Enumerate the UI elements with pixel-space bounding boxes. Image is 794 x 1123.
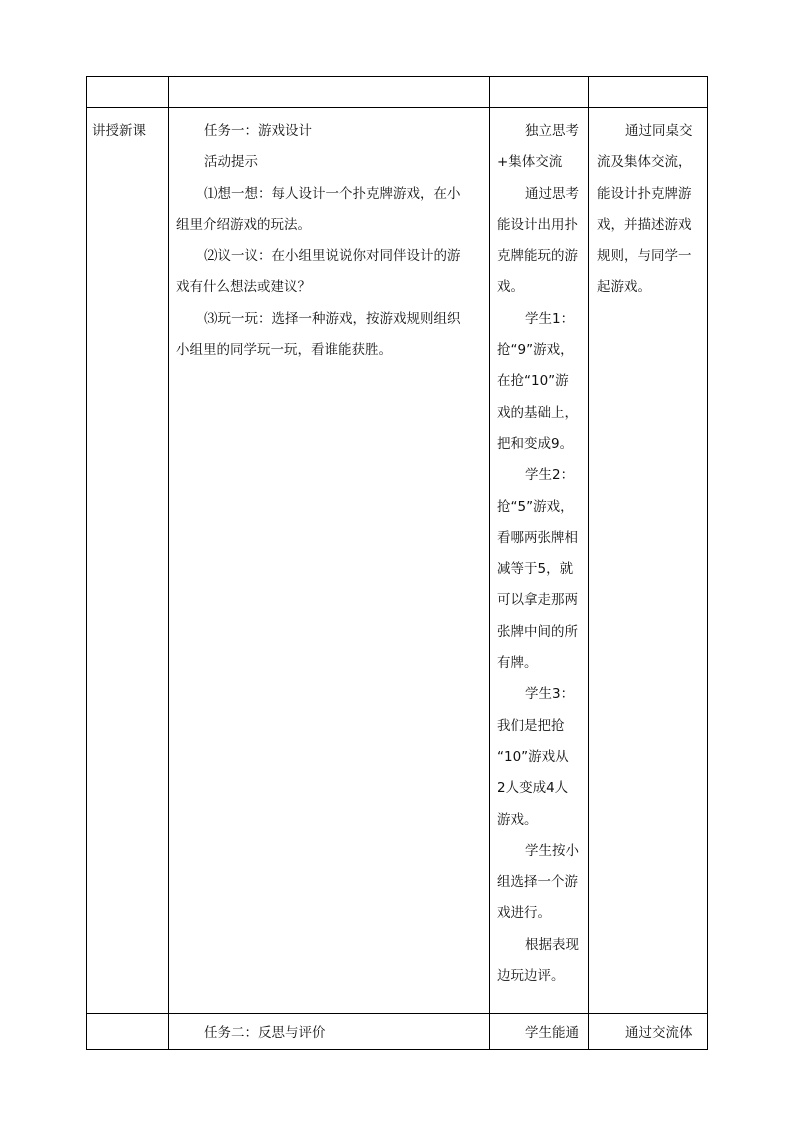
table-row [87,1014,708,1050]
student-activity-cell [490,1014,589,1050]
activity-hint: 活动提示 [204,154,258,171]
text-line: 起游戏。 [597,279,651,296]
text-line: 张牌中间的所 [497,623,578,640]
text-line: 小组里的同学玩一玩，看谁能获胜。 [176,342,392,359]
table-row [87,108,708,1014]
text-line: 能设计出用扑 [497,216,578,233]
teacher-activity-cell [169,108,490,1014]
text-line: ⑶玩一玩：选择一种游戏，按游戏规则组织 [204,310,461,327]
empty-cell [490,77,589,108]
empty-cell [87,1014,169,1050]
text-line: 独立思考 [525,123,579,139]
text-line: 有牌。 [497,655,538,672]
task-title: 任务二：反思与评价 [204,1025,326,1041]
teacher-activity-cell [169,1014,490,1050]
text-line: +集体交流 [497,154,563,171]
text-line: ⑴想一想：每人设计一个扑克牌游戏，在小 [204,185,461,202]
stage-cell [87,108,169,1014]
text-line: 根据表现 [525,936,579,953]
text-line: 通过同桌交 [625,123,693,139]
text-line: 能设计扑克牌游 [597,185,692,202]
text-line: 流及集体交流， [597,154,692,171]
text-line: 戏进行。 [497,905,551,922]
text-line: 组里介绍游戏的玩法。 [176,216,311,233]
text-line: 看哪两张牌相 [497,529,578,546]
text-line: 戏。 [497,279,524,296]
text-line: 戏的基础上， [497,404,578,421]
text-line: 戏，并描述游戏 [597,216,692,233]
design-intent-cell [589,1014,708,1050]
text-line: “10”游戏从 [497,748,569,765]
text-line: 边玩边评。 [497,968,565,985]
text-line: ⑵议一议：在小组里说说你对同伴设计的游 [204,248,461,265]
empty-cell [169,77,490,108]
empty-cell [589,77,708,108]
text-line: 戏有什么想法或建议？ [176,279,311,296]
text-line: 通过思考 [525,185,579,202]
lesson-plan-table [86,76,708,1050]
text-line: 学生按小 [525,842,579,859]
text-line: 学生1： [525,310,575,327]
student-activity-cell [490,108,589,1014]
text-line: 我们是把抢 [497,717,565,734]
text-line: 抢“5”游戏， [497,498,574,515]
text-line: 通过交流体 [625,1025,693,1041]
text-line: 2人变成4人 [497,780,569,797]
text-line: 可以拿走那两 [497,592,578,609]
table-header-row [87,77,708,108]
text-line: 在抢“10”游 [497,373,569,390]
text-line: 规则，与同学一 [597,248,692,265]
text-line: 抢“9”游戏， [497,342,574,359]
empty-cell [87,77,169,108]
text-line: 学生3： [525,686,575,703]
text-line: 减等于5，就 [497,561,574,578]
text-line: 组选择一个游 [497,874,578,891]
stage-label: 讲授新课 [92,123,146,139]
task-title: 任务一：游戏设计 [204,123,312,139]
text-line: 克牌能玩的游 [497,248,578,265]
text-line: 学生2： [525,467,575,484]
design-intent-cell [589,108,708,1014]
text-line: 把和变成9。 [497,435,574,452]
text-line: 游戏。 [497,811,538,828]
text-line: 学生能通 [525,1025,579,1041]
